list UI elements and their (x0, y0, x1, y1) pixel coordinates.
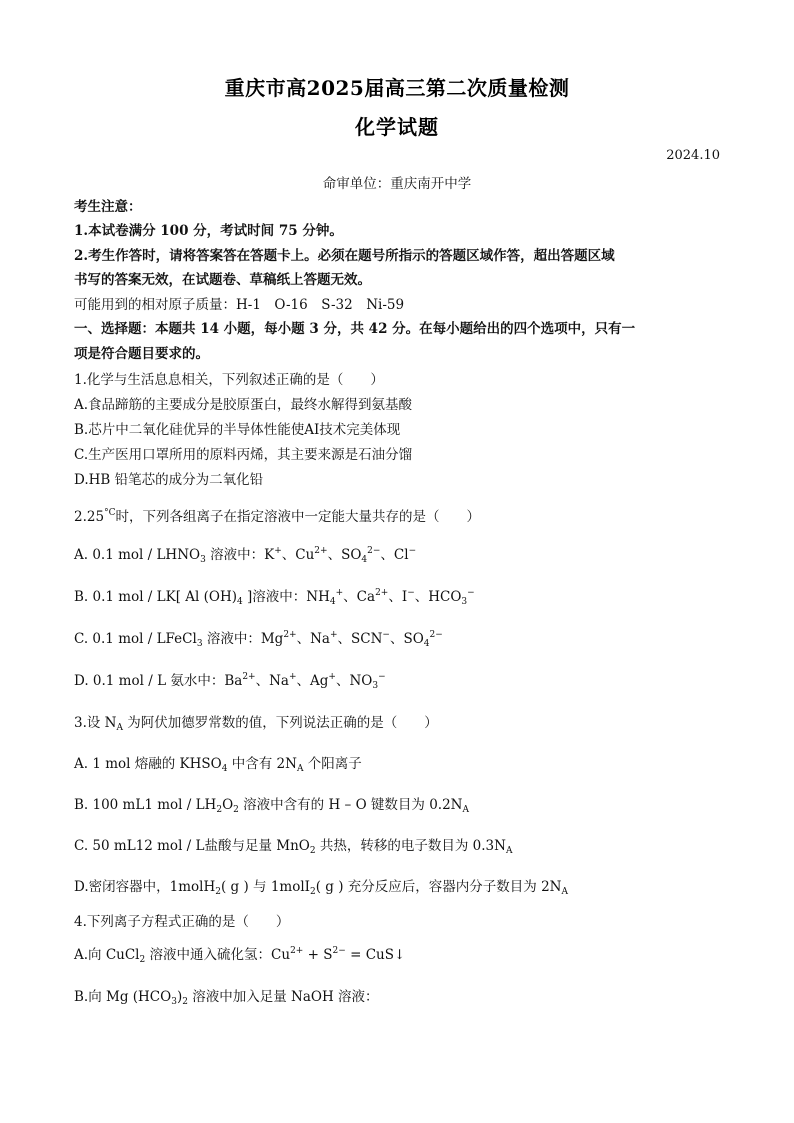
q1-option-a: A.食品蹄筋的主要成分是胶原蛋白，最终水解得到氨基酸 (74, 397, 413, 413)
q4-option-b: B.向 Mg $(HCO_3)_2$ 溶液中加入足量 NaOH 溶液： (74, 989, 379, 1007)
q3-stem: 3.设 $N_A$ 为阿伏加德罗常数的值，下列说法正确的是（ ） (74, 715, 438, 733)
q2-option-c: C. 0.1 mol / LFeCl$_3$ 溶液中：$Mg^{2+}$、Na+、SCN−、$SO_4^{2-}$ (74, 630, 443, 649)
atomic-masses: 可能用到的相对原子质量：H-1 O-16 S-32 Ni-59 (74, 297, 405, 313)
q3-option-a: A. 1 mol 熔融的 $KHSO_4$ 中含有 $2N_A$ 个阳离子 (74, 756, 362, 774)
q3-option-c: C. 50 mL12 mol / L盐酸与足量 MnO$_2$ 共热，转移的电子数目为 $0.3N_A$ (74, 838, 513, 856)
section-heading-1: 一、选择题：本题共 14 小题，每小题 3 分，共 42 分。在每小题给出的四个选项中，只有一 (74, 321, 636, 337)
notice-item-1: 1.本试卷满分 100 分，考试时间 75 分钟。 (74, 223, 343, 239)
q2-option-a: A. 0.1 mol / $LHNO_3$ 溶液中：K+、$Cu^{2+}$、$SO_4^{2-}$、Cl− (74, 546, 417, 565)
q2-stem: $2.25^{^\circ C}$时，下列各组离子在指定溶液中一定能大量共存的是（ ） (74, 508, 480, 525)
q4-option-a: A.向 CuCl$_2$ 溶液中通入硫化氢：$Cu^{2+} + S^{2-}$ = CuS↓ (74, 946, 406, 965)
q1-option-d: D.HB 铅笔芯的成分为二氧化铅 (74, 472, 264, 488)
exam-subtitle: 化学试题 (355, 115, 439, 139)
q3-option-d: D.密闭容器中，1molH$_2$( g ) 与 1molI$_2$( g ) 充分反应后，容器内分子数目为 $2N_A$ (74, 879, 568, 897)
q4-stem: 4.下列离子方程式正确的是（ ） (74, 914, 290, 930)
section-heading-2: 项是符合题目要求的。 (74, 346, 209, 362)
q2-option-b: B. 0.1 mol / LK[ Al $(OH)_4$ ]溶液中：$NH_4^+$、$Ca^{2+}$、I−、$HCO_3^-$ (74, 588, 475, 607)
q1-option-c: C.生产医用口罩所用的原料丙烯，其主要来源是石油分馏 (74, 447, 413, 463)
notice-item-2b: 书写的答案无效，在试题卷、草稿纸上答题无效。 (74, 272, 371, 288)
exam-title: 重庆市高2025届高三第二次质量检测 (224, 76, 570, 100)
q1-option-b: B.芯片中二氧化硅优异的半导体性能使AI技术完美体现 (74, 422, 401, 438)
notice-item-2a: 2.考生作答时，请将答案答在答题卡上。必须在题号所指示的答题区域作答，超出答题区域 (74, 248, 615, 264)
q3-option-b: B. 100 mL1 mol / $LH_2O_2$ 溶液中含有的 H – O 键数目为 $0.2N_A$ (74, 797, 469, 815)
q2-option-d: D. 0.1 mol / L 氨水中：$Ba^{2+}$、Na+、Ag+、$NO_3^-$ (74, 672, 386, 691)
authoring-unit: 命审单位：重庆南开中学 (322, 176, 472, 192)
notice-heading: 考生注意： (74, 199, 142, 215)
exam-date: 2024.10 (666, 148, 720, 163)
q1-stem: 1.化学与生活息息相关，下列叙述正确的是（ ） (74, 372, 384, 388)
